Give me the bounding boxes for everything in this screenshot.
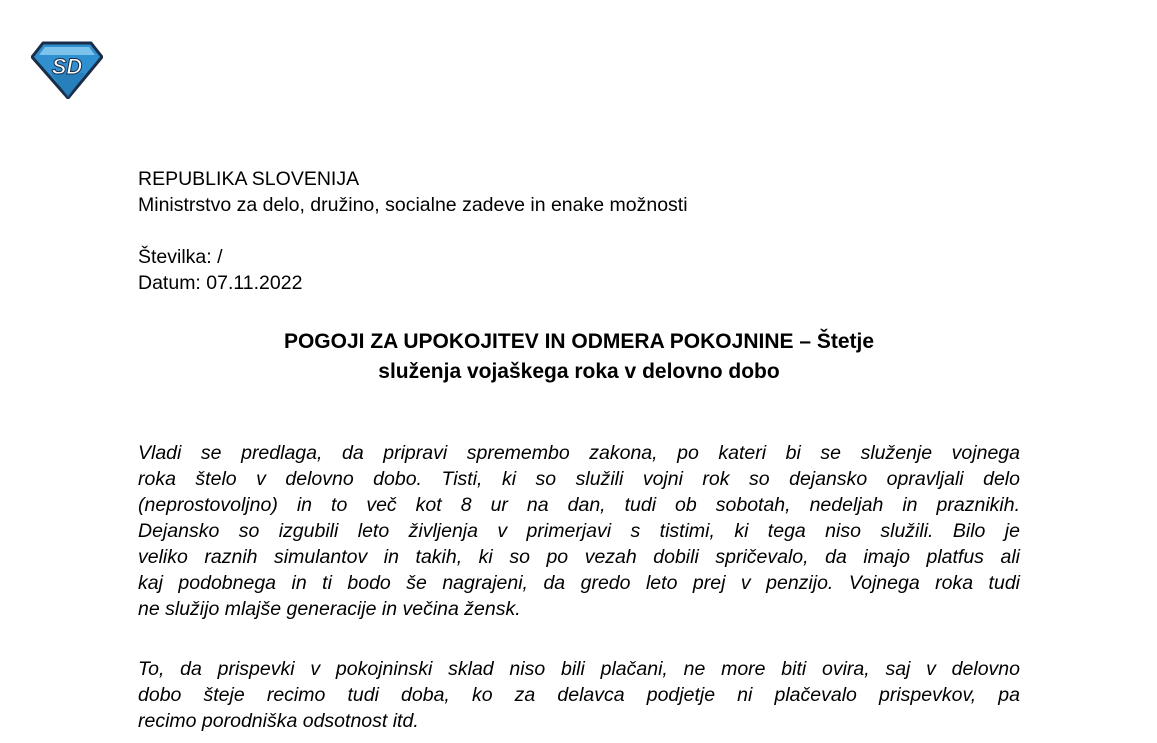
paragraph-2-line: dobo šteje recimo tudi doba, ko za delavca podjetje ni plačevalo prispevkov, pa xyxy=(138,684,1020,706)
document-number: Številka: / xyxy=(138,246,223,268)
paragraph-1-line: kaj podobnega in ti bodo še nagrajeni, da gredo leto prej v penzijo. Vojnega roka tudi xyxy=(138,572,1020,594)
document-date: Datum: 07.11.2022 xyxy=(138,272,303,294)
document-title-line-2: služenja vojaškega roka v delovno dobo xyxy=(378,360,780,383)
ministry-name: Ministrstvo za delo, družino, socialne zadeve in enake možnosti xyxy=(138,194,688,216)
paragraph-1-line: (neprostovoljno) in to več kot 8 ur na dan, tudi ob sobotah, nedeljah in praznikih. xyxy=(138,494,1020,516)
paragraph-1-line: Dejansko so izgubili leto življenja v primerjavi s tistimi, ki tega niso služili. Bilo je xyxy=(138,520,1020,542)
republic-name: REPUBLIKA SLOVENIJA xyxy=(138,168,360,190)
paragraph-2-line: recimo porodniška odsotnost itd. xyxy=(138,710,419,732)
paragraph-1-line: veliko raznih simulantov in takih, ki so po vezah dobili spričevalo, da imajo platfus ali xyxy=(138,546,1020,568)
paragraph-1-line: roka štelo v delovno dobo. Tisti, ki so služili vojni rok so dejansko opravljali delo xyxy=(138,468,1020,490)
logo-lettering: SD xyxy=(51,54,83,79)
ministry-logo xyxy=(31,41,103,99)
paragraph-1-line: Vladi se predlaga, da pripravi spremembo zakona, po kateri bi se služenje vojnega xyxy=(138,442,1020,464)
paragraph-2-line: To, da prispevki v pokojninski sklad niso bili plačani, ne more biti ovira, saj v delovno xyxy=(138,658,1020,680)
paragraph-1-line: ne služijo mlajše generacije in večina žensk. xyxy=(138,598,521,620)
document-title-line-1: POGOJI ZA UPOKOJITEV IN ODMERA POKOJNINE – Štetje xyxy=(283,330,875,353)
